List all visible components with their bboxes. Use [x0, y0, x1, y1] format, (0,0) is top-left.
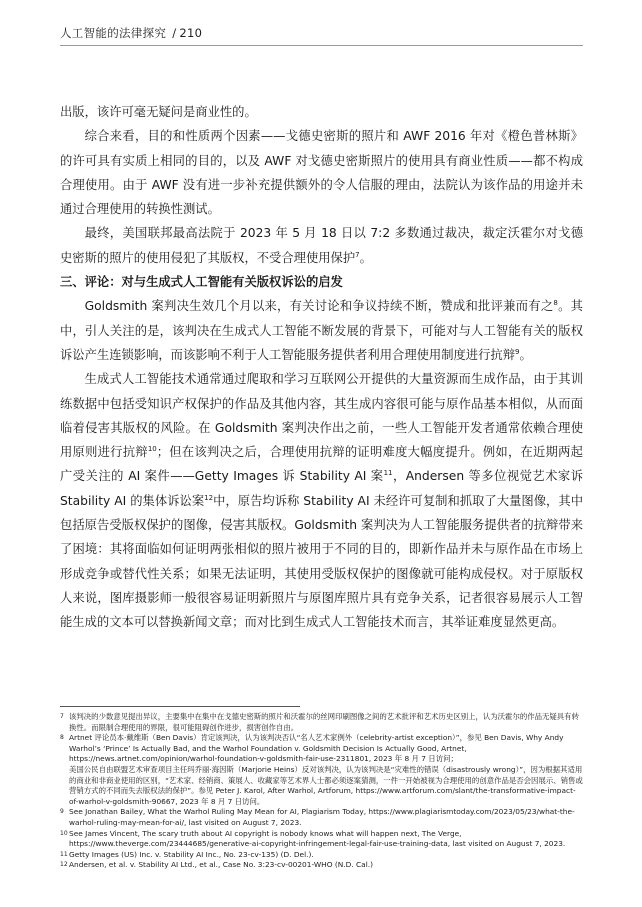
header-divider: [60, 45, 583, 46]
footnote-10: 10 See James Vincent, The scary truth about AI copyright is nobody knows what will happen next, The Verge, https://www.theverge.com/23444685/generative-ai-copyright-infringement-legal-fair-use-training-data, last visited on August 7, 2023.: [60, 828, 566, 849]
paragraph-4: Goldsmith 案判决生效几个月以来，有关讨论和争议持续不断，赞成和批评兼而有之$^8$。其中，引人关注的是，该判决在生成式人工智能不断发展的背景下，可能对与人工智能有关的版权诉讼产生连锁影响，而该影响不利于人工智能服务提供者利用合理使用制度进行抗辩$^9$。: [60, 299, 583, 362]
running-header: 人工智能的法律探究 / 210: [60, 26, 203, 40]
paragraph-1: 出版，该许可毫无疑问是商业性的。: [60, 105, 257, 119]
section-title: 三、评论：对与生成式人工智能有关版权诉讼的启发: [60, 275, 343, 290]
footnote-9: 9 See Jonathan Bailey, What the Warhol Ruling May Mean for AI, Plagiarism Today, https://www.plagiarismtoday.com/2023/05/23/what-the-warhol-ruling-may-mean-for-ai/, last visited on August 7, 2023.: [60, 807, 575, 827]
paragraph-2: 综合来看，目的和性质两个因素——戈德史密斯的照片和 AWF 2016 年对《橙色普林斯》的许可具有实质上相同的目的，以及 AWF 对戈德史密斯照片的使用具有商业性质——都不构成合理使用。由于 AWF 没有进一步补充提供额外的令人信服的理由，法院认为该作品的用途并未通过合理使用的转换性测试。: [60, 129, 583, 217]
footnote-7: 7 该判决的少数意见提出异议，主要集中在集中在戈德史密斯的照片和沃霍尔的丝网印刷图像之间的艺术批评和艺术历史区别上，认为沃霍尔的作品无疑具有转换性。而限制合理使用的界限，很可能阻碍创作进步，损害创作自由。: [60, 712, 579, 732]
footnote-12: 12 Andersen, et al. v. Stability AI Ltd., et al., Case No. 3:23-cv-00201-WHO (N.D. Cal.): [60, 860, 373, 870]
footnote-ref-12[interactable]: 12: [204, 493, 214, 502]
main-text: [60, 100, 583, 635]
book-title: 人工智能的法律探究: [60, 26, 167, 40]
paragraph-3: 最终，美国联邦最高法院于 2023 年 5 月 18 日以 7:2 多数通过裁决，裁定沃霍尔对戈德史密斯的照片的使用侵犯了其版权，不受合理使用保护$^7$。: [60, 226, 583, 265]
page-number: 210: [179, 26, 203, 40]
footnotes: [60, 712, 583, 871]
footnote-8: 8 Artnet 评论员本·戴维斯（Ben Davis）肯定该判决，认为该判决否认“名人艺术家例外（celebrity-artist exception）”，参见 Ben Davis, Why Andy Warhol’s ‘Prince’ Is Actually Bad, and the Warhol Foundation v. Goldsmith Decision Is Actually Good, Artnet, https://news.artnet.com/opinion/warhol-foundation-v-goldsmith-fair-use-2311801, 2023 年 8 月 7 日访问； 美国公民自由联盟艺术审查项目主任玛乔丽·海因斯（Marjorie Heins）反对该判决，认为该判决是“灾难性的错误（disastrously wrong）”，因为根据其适用的商业和非商业使用的区别，“艺术家、经销商、策展人、收藏家等艺术界人士都必须逐案猜测，一件一开始被视为合理使用的创意作品是否会因展示、销售或营销方式的不同而失去版权法的保护”。参见 Peter J. Karol, After Warhol, Artforum, https://www.artforum.com/slant/the-transformative-impact-of-warhol-v-goldsmith-90667, 2023 年 8 月 7 日访问。: [60, 733, 583, 806]
footnote-ref-10[interactable]: 10: [147, 445, 157, 454]
footnote-divider: [60, 706, 300, 707]
footnote-ref-11[interactable]: 11: [383, 469, 393, 478]
paragraph-3-text: 最终，美国联邦最高法院于 2023 年 5 月 18 日以 7:2 多数通过裁决，裁定沃霍尔对戈德史密斯的照片的使用侵犯了其版权，不受合理使用保护: [60, 226, 583, 265]
footnote-11: 11 Getty Images (US) Inc. v. Stability AI Inc., No. 23-cv-135) (D. Del.).: [60, 849, 314, 859]
paragraph-5: 生成式人工智能技术通常通过爬取和学习互联网公开提供的大量资源而生成作品，由于其训练数据中包括受知识产权保护的作品及其他内容，其生成内容很可能与原作品基本相似，从而面临着侵害其版权的风险。在 Goldsmith 案判决作出之前，一些人工智能开发者通常依赖合理使用原则进行抗辩$^{10}$；但在该判决之后，合理使用抗辩的证明难度大幅度提升。例如，在近期两起广受关注的 AI 案件——Getty Images 诉 Stability AI 案$^{11}$，Andersen 等多位视觉艺术家诉 Stability AI 的集体诉讼案$^{12}$中，原告均诉称 Stability AI 未经许可复制和抓取了大量图像，其中包括原告受版权保护的图像，侵害其版权。Goldsmith 案判决为人工智能服务提供者的抗辩带来了困境：其将面临如何证明两张相似的照片被用于不同的目的，即新作品并未与原作品在市场上形成竞争或替代性关系；如果无法证明，其使用受版权保护的图像就可能构成侵权。对于原版权人来说，图库摄影师一般很容易证明新照片与原图库照片具有竞争关系，记者很容易展示人工智能生成的文本可以替换新闻文章；而对比到生成式人工智能技术而言，其举证难度显然更高。: [60, 372, 583, 630]
footnote-ref-9[interactable]: 9: [515, 347, 520, 356]
footnote-ref-7[interactable]: 7: [355, 250, 360, 259]
footnote-ref-8[interactable]: 8: [553, 299, 558, 308]
